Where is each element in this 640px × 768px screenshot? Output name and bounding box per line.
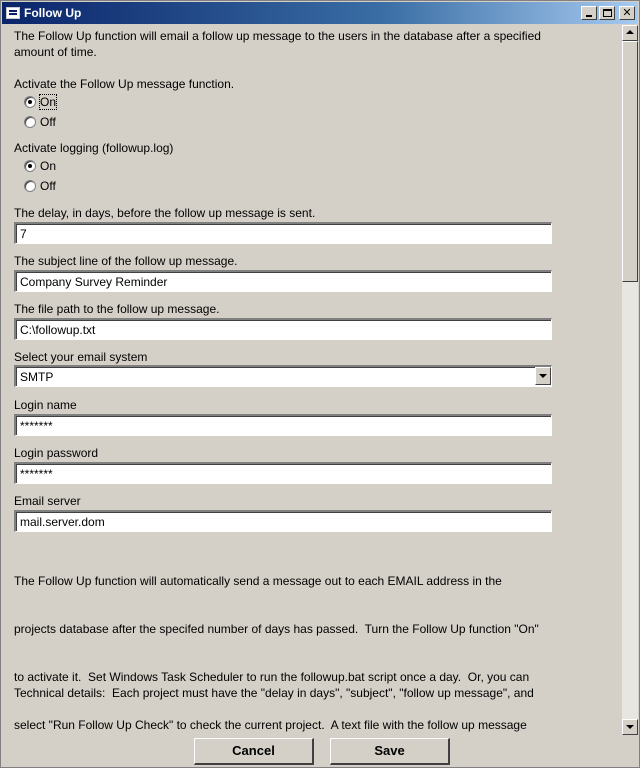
login-name-label: Login name bbox=[14, 398, 77, 412]
radio-dot-checked[interactable] bbox=[24, 96, 36, 108]
activate-function-label: Activate the Follow Up message function. bbox=[14, 77, 235, 91]
login-name-input[interactable]: ******* bbox=[14, 414, 552, 436]
subject-label: The subject line of the follow up message. bbox=[14, 254, 238, 268]
save-button[interactable]: Save bbox=[330, 738, 450, 765]
technical-details-text bbox=[14, 653, 564, 735]
email-server-label: Email server bbox=[14, 494, 81, 508]
activate-function-off-radio[interactable] bbox=[24, 114, 56, 130]
delay-label: The delay, in days, before the follow up message is sent. bbox=[14, 206, 316, 220]
activate-logging-on-label[interactable]: On bbox=[40, 159, 57, 173]
activate-function-off-label[interactable]: Off bbox=[40, 115, 56, 129]
window-app-icon bbox=[6, 7, 20, 19]
description-line: The Follow Up function will automatically send a message out to each EMAIL address in the bbox=[14, 574, 502, 588]
delay-input[interactable]: 7 bbox=[14, 222, 552, 244]
scroll-down-arrow-icon[interactable] bbox=[622, 719, 638, 735]
radio-dot[interactable] bbox=[24, 180, 36, 192]
button-bar bbox=[2, 735, 638, 767]
minimize-button[interactable] bbox=[581, 6, 597, 20]
activate-logging-on-radio[interactable] bbox=[24, 158, 56, 174]
dropdown-arrow-icon[interactable] bbox=[535, 367, 551, 385]
description-line: projects database after the specifed number of days has passed. Turn the Follow Up function "On" bbox=[14, 622, 539, 636]
description-line: select "Run Follow Up Check" to check the current project. A text file with the follow up message bbox=[14, 718, 527, 732]
email-system-label: Select your email system bbox=[14, 350, 148, 364]
activate-logging-label: Activate logging (followup.log) bbox=[14, 141, 174, 155]
login-password-label: Login password bbox=[14, 446, 99, 460]
email-server-input[interactable]: mail.server.dom bbox=[14, 510, 552, 532]
email-system-select[interactable] bbox=[14, 365, 552, 387]
window-controls bbox=[581, 6, 635, 20]
minimize-icon bbox=[586, 15, 592, 17]
intro-text: The Follow Up function will email a follow up message to the users in the database after a specified amount of time. bbox=[14, 29, 541, 59]
radio-dot[interactable] bbox=[24, 116, 36, 128]
form-content bbox=[2, 25, 621, 735]
vertical-scrollbar[interactable] bbox=[622, 25, 638, 735]
maximize-button[interactable] bbox=[599, 6, 615, 20]
activate-logging-off-radio[interactable] bbox=[24, 178, 56, 194]
technical-line: Technical details: Each project must have the "delay in days", "subject", "follow up message", and bbox=[14, 686, 534, 700]
window-title: Follow Up bbox=[24, 6, 82, 20]
subject-input[interactable]: Company Survey Reminder bbox=[14, 270, 552, 292]
description-line: to activate it. Set Windows Task Scheduler to run the followup.bat script once a day. Or, you can bbox=[14, 670, 530, 684]
email-system-value: SMTP bbox=[20, 370, 54, 384]
scrollbar-thumb[interactable] bbox=[622, 41, 638, 282]
title-bar[interactable] bbox=[2, 2, 638, 24]
scroll-up-arrow-icon[interactable] bbox=[622, 25, 638, 41]
close-button[interactable] bbox=[619, 6, 635, 20]
activate-function-on-radio[interactable] bbox=[24, 94, 56, 110]
close-icon: ✕ bbox=[622, 6, 632, 19]
activate-function-on-label[interactable]: On bbox=[40, 95, 57, 109]
login-password-input[interactable]: ******* bbox=[14, 462, 552, 484]
radio-dot-checked[interactable] bbox=[24, 160, 36, 172]
file-path-input[interactable]: C:\followup.txt bbox=[14, 318, 552, 340]
activate-logging-off-label[interactable]: Off bbox=[40, 179, 56, 193]
maximize-icon bbox=[603, 9, 612, 17]
cancel-button[interactable]: Cancel bbox=[194, 738, 314, 765]
file-path-label: The file path to the follow up message. bbox=[14, 302, 220, 316]
